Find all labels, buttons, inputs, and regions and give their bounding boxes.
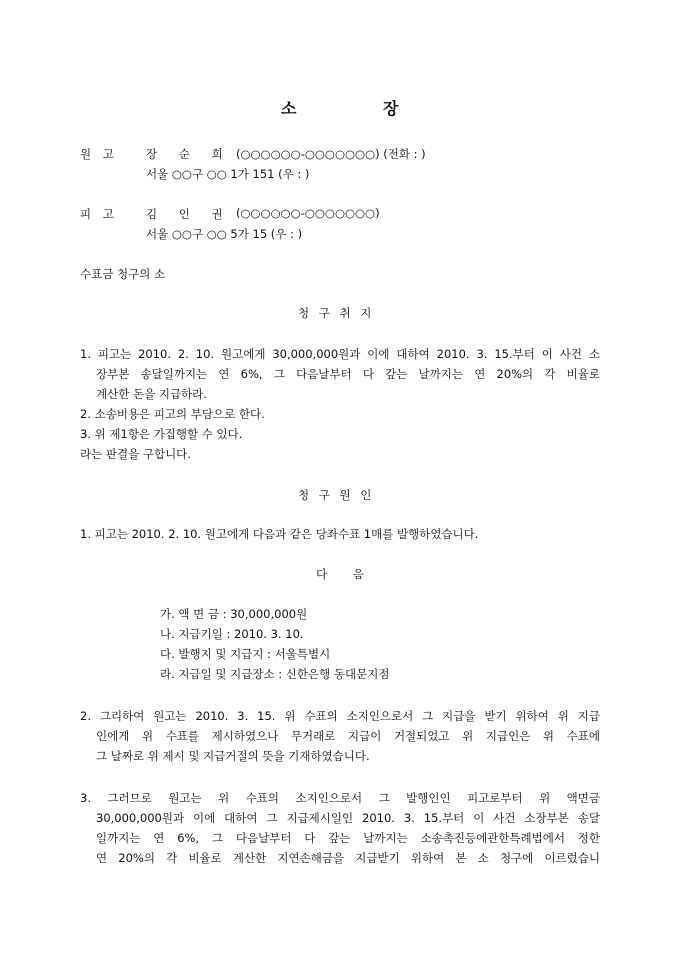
cause-item3-line3: 일까지는 연 6%, 그 다음날부터 다 갚는 날까지는 소송촉진등에관한특례법에서 정한	[96, 831, 600, 845]
cause-item2-line2: 인에게 위 수표를 제시하였으나 무거래로 지급이 거절되었고 위 지급인은 위 수표에	[96, 729, 600, 743]
purpose-item1-line3: 계산한 돈을 지급하라.	[96, 387, 207, 401]
plaintiff-name: 장 순 희	[146, 147, 223, 161]
defendant-role: 피 고	[80, 207, 114, 221]
detail-payment-date: 나. 지급기일 : 2010. 3. 10.	[160, 627, 304, 641]
defendant-name: 김 인 권	[146, 207, 223, 221]
purpose-item3: 3. 위 제1항은 가집행할 수 있다.	[80, 427, 243, 441]
cause-item3-line1: 3. 그러므로 원고는 위 수표의 소지인으로서 그 발행인인 피고로부터 위 액면금	[80, 791, 600, 805]
purpose-item1-line2: 장부본 송달일까지는 연 6%, 그 다음날부터 다 갚는 날까지는 연 20%의 각 비율로	[96, 367, 600, 381]
cause-item2-line1: 2. 그리하여 원고는 2010. 3. 15. 위 수표의 소지인으로서 그 지급을 받기 위하여 위 지급	[80, 709, 600, 723]
plaintiff-address: 서울 ○○구 ○○ 1가 151 (우 : )	[146, 167, 310, 181]
cause-item2-line3: 그 날짜로 위 제시 및 지급거절의 뜻을 기재하였습니다.	[96, 749, 370, 763]
title-right: 장	[383, 99, 399, 118]
defendant-id: (○○○○○○-○○○○○○○)	[236, 206, 380, 220]
case-name: 수표금 청구의 소	[80, 267, 166, 281]
purpose-closing: 라는 판결을 구합니다.	[80, 447, 191, 461]
claim-purpose-heading: 청 구 취 지	[298, 306, 372, 320]
defendant-address: 서울 ○○구 ○○ 5가 15 (우 : )	[146, 227, 303, 241]
title-left: 소	[281, 99, 297, 118]
purpose-item1-line1: 1. 피고는 2010. 2. 10. 원고에게 30,000,000원과 이에 대하여 2010. 3. 15.부터 이 사건 소	[80, 347, 600, 361]
detail-face-amount: 가. 액 면 금 : 30,000,000원	[160, 607, 308, 621]
detail-payment-place: 라. 지급일 및 지급장소 : 신한은행 동대문지점	[160, 667, 390, 681]
plaintiff-role: 원 고	[80, 147, 114, 161]
cause-item3-line2: 30,000,000원과 이에 대하여 그 지급제시일인 2010. 3. 15.부터 이 사건 소장부본 송달	[96, 811, 600, 825]
cause-item3-line4: 연 20%의 각 비율로 계산한 지연손해금을 지급받기 위하여 본 소 청구에 이르렀습니	[96, 851, 600, 865]
cause-item1: 1. 피고는 2010. 2. 10. 원고에게 다음과 같은 당좌수표 1매를 발행하였습니다.	[80, 527, 479, 541]
purpose-item2: 2. 소송비용은 피고의 부담으로 한다.	[80, 407, 265, 421]
detail-issue-place: 다. 발행지 및 지급지 : 서울특별시	[160, 647, 331, 661]
plaintiff-id-phone: (○○○○○○-○○○○○○○) (전화 : )	[236, 147, 426, 161]
next-heading: 다 음	[316, 567, 364, 581]
claim-cause-heading: 청 구 원 인	[298, 488, 372, 502]
